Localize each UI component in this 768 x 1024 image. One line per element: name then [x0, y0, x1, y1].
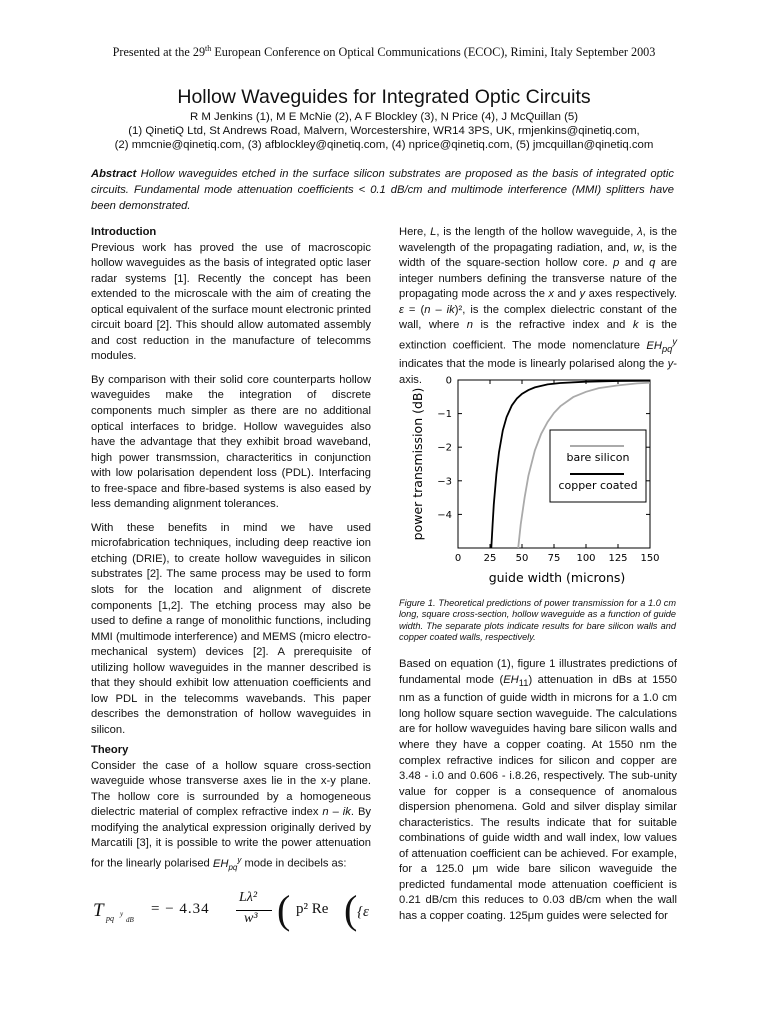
x-axis-label: guide width (microns) — [488, 570, 626, 585]
conference-line: Presented at the 29th European Conference on Optical Communications (ECOC), Rimini, Italy September 2003 — [112, 44, 656, 60]
figure-1-caption: Figure 1. Theoretical predictions of power transmission for a 1.0 cm long, square cross-section, hollow waveguide as a function of guide width. The separate plots indicate results for bare silicon walls and copper coated walls, respectively. — [399, 598, 676, 643]
x-tick-label: 50 — [515, 553, 529, 564]
x-tick-label: 0 — [454, 553, 462, 564]
legend-label-copper-coated: copper coated — [558, 479, 638, 492]
y-tick-label: 0 — [445, 375, 452, 387]
intro-paragraph-2: By comparison with their solid core counterparts hollow waveguides make the integration of discrete components much simpler as there are no additional optical interfaces to bridge. Hollow waveguides also have the advantage that they exhibit broad waveband, high power transmssion, characteritics in conjunction with low polarisation dependent loss (PDL). Interfacing to free-space and fibre-based systems is also eased by less demanding alignment tolerances. — [91, 373, 371, 511]
x-tick-label: 150 — [640, 553, 660, 564]
author-list: R M Jenkins (1), M E McNie (2), A F Blockley (3), N Price (4), J McQuillan (5) — [190, 111, 578, 123]
y-tick-label: −4 — [437, 509, 452, 521]
x-tick-label: 125 — [608, 553, 628, 564]
abstract-label: Abstract — [91, 168, 137, 180]
y-tick-label: −2 — [437, 442, 452, 454]
theory-paragraph: Consider the case of a hollow square cross-section waveguide whose transverse axes lie in the x-y plane. The hollow core is surrounded by a homogeneous dielectric material of complex refractive index n – ik. By modifying the analytical expression originally derived by Marcatili [3], it is possible to write the power attenuation for the linearly polarised $EH_{pq}^y$ mode in decibels as: — [91, 759, 371, 872]
x-tick-label: 25 — [483, 553, 497, 564]
figure-1-chart — [400, 372, 678, 590]
intro-paragraph-1: Previous work has proved the use of macroscopic hollow waveguides as the basis of integrated optic laser radar systems [1]. Recently the concept has been extended to the microscale with the aim of creating the optical equivalent of the surface mount electronic printed circuit board [2]. This should allow automated assembly and cost reduction in the manufacture of telecomms modules. — [91, 241, 371, 363]
x-tick-label: 100 — [576, 553, 596, 564]
introduction-section — [91, 225, 371, 739]
results-paragraph: Based on equation (1), figure 1 illustrates predictions of fundamental mode $(EH_{11})$ attenuation in dBs at 1550 nm as a function of guide width in microns for a 1.0 cm long hollow square section waveguide. The calculations are for hollow waveguides having bare silicon walls and where they have a copper coating. At 1550 nm the complex refractive indices for silicon and copper are 3.48 - i.0 and 0.606 - i.8.26, respectively. The sub-unity value for copper is a consequence of anomalous dispersion phenomena. Gold and silver display similar characteristics. The results indicate that for suitable combinations of guide width and wall index, low values of attenuation coefficient can be achieved. For example, for a 125.0 μm wide bare silicon waveguide the predicted fundamental mode attenuation coefficient is 0.21 dB/cm this reduces to 0.03 dB/cm when the wall has a copper coating. 125μm guides were selected for — [399, 658, 677, 922]
right-column-text-top — [399, 225, 677, 388]
y-tick-label: −1 — [437, 409, 452, 421]
x-tick-label: 75 — [547, 553, 561, 564]
y-tick-label: −3 — [437, 476, 452, 488]
intro-paragraph-3: With these benefits in mind we have used microfabrication techniques, including deep reactive ion etching (DRIE), to create hollow waveguides in silicon substrates [2]. The same process may be used to form slots for the location and alignment of discrete components [1,2]. The etching process may also be used to define a range of monolithic functions, including MMI (multimode interference) and MEMS (micro electro-mechanical system) devices [2]. A prerequisite of utilizing hollow waveguides in the manner described is that they should exhibit low attenuation coefficients and low PDL in the telecomms wavebands. This paper describes the demonstration of hollow waveguides in silicon. — [91, 521, 371, 736]
abstract: Abstract Hollow waveguides etched in the surface silicon substrates are proposed as the basis of integrated optic circuits. Fundamental mode attenuation coefficients < 0.1 dB/cm and multimode interference (MMI) splitters have been demonstrated. — [91, 168, 674, 212]
legend-label-bare-silicon: bare silicon — [566, 451, 630, 464]
theory-section — [91, 743, 371, 875]
introduction-heading: Introduction — [91, 226, 157, 238]
email-line: (2) mmcnie@qinetiq.com, (3) afblockley@qinetiq.com, (4) nprice@qinetiq.com, (5) jmcquillan@qinetiq.com — [114, 139, 654, 151]
y-axis-label: power transmission (dB) — [410, 387, 425, 541]
theory-heading: Theory — [91, 744, 129, 756]
paper-title: Hollow Waveguides for Integrated Optic Circuits — [177, 86, 591, 108]
right-column-text-bottom — [399, 657, 677, 925]
affiliation-line: (1) QinetiQ Ltd, St Andrews Road, Malvern, Worcestershire, WR14 3PS, UK, rmjenkins@qinetiq.com, — [128, 125, 640, 137]
equation-1: T pq y dB = − 4.34 Lλ² w³ ( p² Re ( {ε — [93, 887, 369, 932]
variable-definitions-paragraph: Here, L, is the length of the hollow waveguide, λ, is the wavelength of the propagating radiation, and, w, is the width of the square-section hollow core. p and q are integer numbers defining the transverse nature of the propagating mode across the x and y axes respectively. ε = (n – ik)², is the complex dielectric constant of the wall, where n is the refractive index and k is the extinction coefficient. The mode nomenclature $EH_{pq}^y$ indicates that the mode is linearly polarised along the y-axis. — [399, 226, 677, 386]
